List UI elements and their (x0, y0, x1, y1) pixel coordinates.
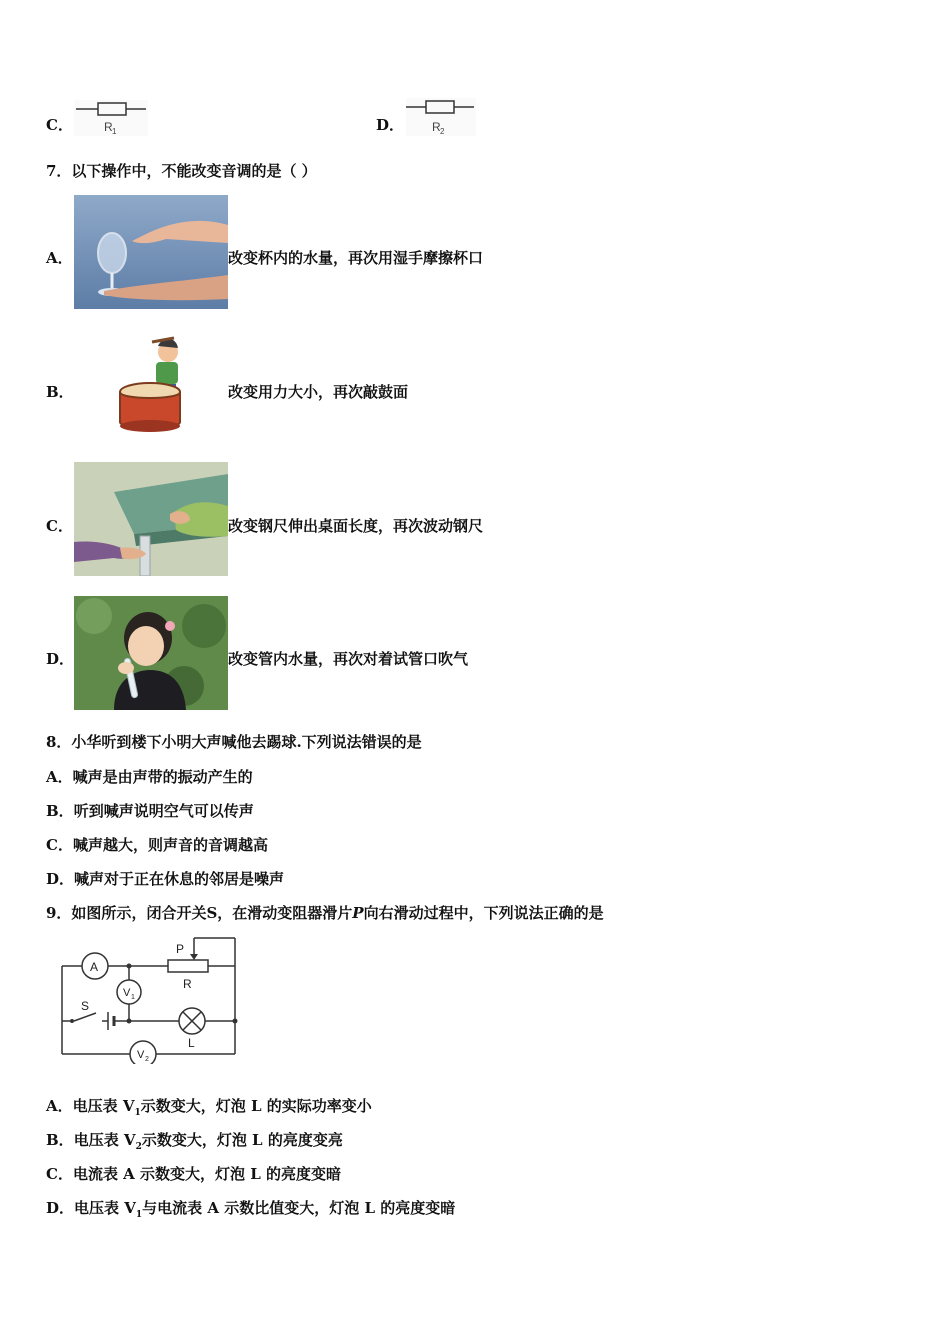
slider-p-label: P (176, 942, 185, 956)
q8-option-a-letter: A． (46, 768, 73, 786)
q8-option-a-text: 喊声是由声带的振动产生的 (72, 768, 253, 786)
r1-label: R (104, 120, 113, 134)
resistor-r2-diagram (406, 98, 476, 136)
q9-stem (46, 904, 604, 922)
q9-option-b-pre: 电压表 V (73, 1131, 136, 1149)
ruler-on-table-image (74, 462, 228, 576)
boy-drumming-image (112, 330, 192, 436)
q9-option-b-letter: B． (46, 1131, 74, 1149)
q6-option-d-letter: D． (376, 116, 405, 134)
rheostat-r-label: R (183, 977, 192, 991)
v1-label: V (123, 987, 131, 999)
q8-option-d-text: 喊声对于正在休息的邻居是噪声 (74, 870, 285, 888)
q9-option-c-text: 电流表 A 示数变大，灯泡 L 的亮度变暗 (72, 1165, 342, 1183)
q9-option-a-post: 示数变大，灯泡 L 的实际功率变小 (140, 1097, 372, 1115)
q7-option-c-text: 改变钢尺伸出桌面长度，再次波动钢尺 (228, 517, 484, 535)
resistor-r1-diagram (74, 100, 148, 136)
q9-option-b (46, 1131, 343, 1156)
q8-option-b (46, 802, 254, 820)
q9-stem-post: 向右滑动过程中，下列说法正确的是 (363, 904, 604, 922)
q8-option-a (46, 768, 253, 786)
q7-stem: 7．以下操作中，不能改变音调的是（ ） (46, 162, 317, 180)
q9-option-b-post: 示数变大，灯泡 L 的亮度变亮 (141, 1131, 343, 1149)
q7-option-a-text: 改变杯内的水量，再次用湿手摩擦杯口 (228, 249, 484, 267)
r1-subscript: 1 (112, 127, 117, 136)
q8-stem: 8．小华听到楼下小明大声喊他去踢球.下列说法错误的是 (46, 733, 422, 751)
circuit-diagram (54, 932, 244, 1064)
q7-option-b-text: 改变用力大小，再次敲鼓面 (228, 383, 409, 401)
q9-stem-p: P (352, 904, 364, 922)
q6-option-c-letter: C． (46, 116, 73, 134)
q9-option-d (46, 1199, 455, 1224)
q8-option-d (46, 870, 284, 888)
q7-option-b-letter: B． (46, 383, 74, 401)
v2-subscript: 2 (145, 1056, 149, 1063)
q7-option-a-letter: A． (46, 249, 73, 267)
r2-subscript: 2 (440, 127, 445, 136)
q8-option-d-letter: D． (46, 870, 75, 888)
wine-glass-rubbing-image (74, 195, 228, 309)
girl-blowing-test-tube-image (74, 596, 228, 710)
q9-option-d-letter: D． (46, 1199, 75, 1217)
q9-option-a-sub: 1 (134, 1108, 141, 1118)
q9-option-a-letter: A． (46, 1097, 73, 1115)
q9-option-d-sub: 1 (135, 1210, 143, 1220)
q8-option-b-letter: B． (46, 802, 74, 820)
q7-option-d-text: 改变管内水量，再次对着试管口吹气 (228, 650, 469, 668)
q9-stem-pre: 9．如图所示，闭合开关S，在滑动变阻器滑片 (46, 904, 353, 922)
v2-label: V (137, 1049, 145, 1061)
q9-option-c-letter: C． (46, 1165, 73, 1183)
q9-option-d-post: 与电流表 A 示数比值变大，灯泡 L 的亮度变暗 (142, 1199, 456, 1217)
v1-subscript: 1 (131, 994, 135, 1001)
q9-option-d-pre: 电压表 V (74, 1199, 136, 1217)
q7-option-d-letter: D． (46, 650, 75, 668)
q8-option-c-letter: C． (46, 836, 73, 854)
r2-label: R (432, 120, 441, 134)
q9-option-c (46, 1165, 341, 1183)
q9-option-a-pre: 电压表 V (72, 1097, 135, 1115)
q8-option-c-text: 喊声越大，则声音的音调越高 (72, 836, 268, 854)
lamp-l-label: L (188, 1036, 195, 1050)
q8-option-c (46, 836, 268, 854)
q8-option-b-text: 听到喊声说明空气可以传声 (73, 802, 254, 820)
q7-option-c-letter: C． (46, 517, 73, 535)
q9-option-b-sub: 2 (135, 1142, 142, 1152)
ammeter-label: A (90, 960, 99, 974)
switch-s-label: S (81, 999, 90, 1013)
q9-option-a (46, 1097, 372, 1122)
